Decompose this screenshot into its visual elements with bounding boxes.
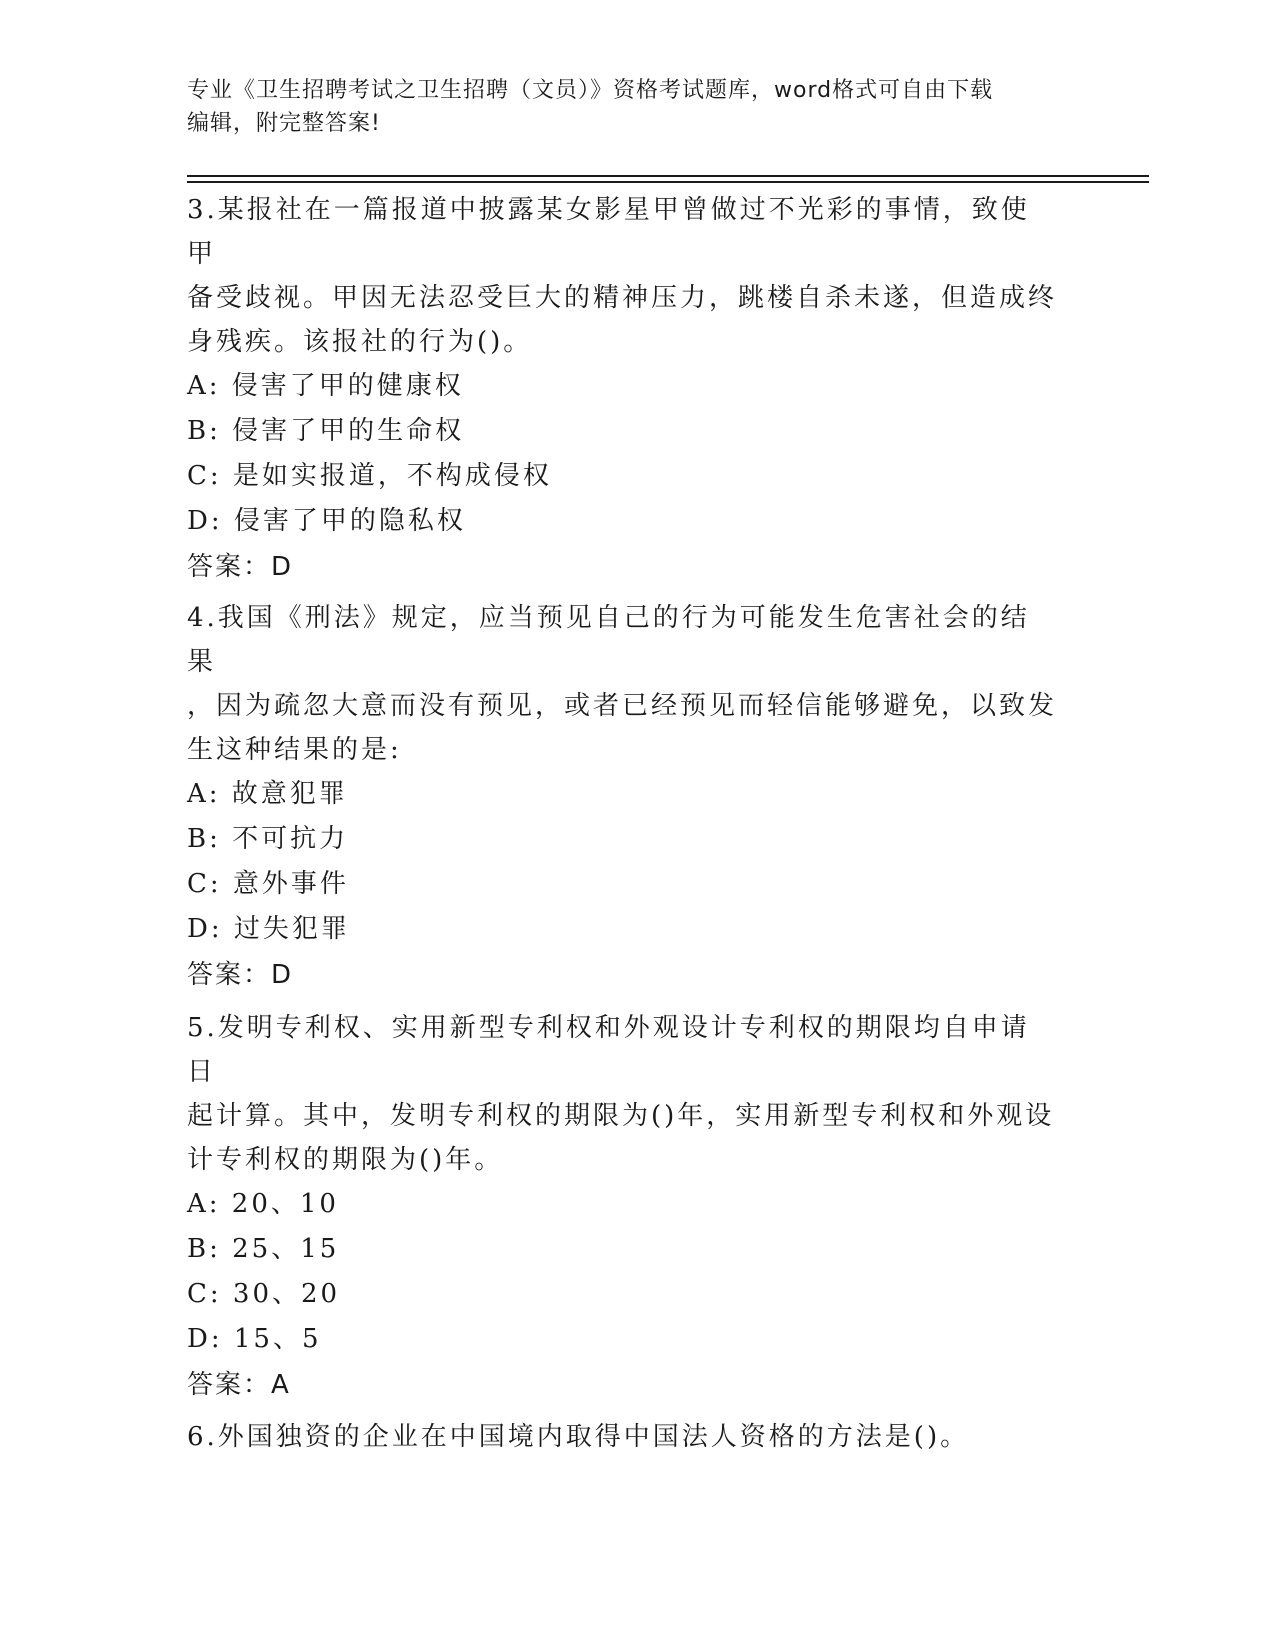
question-4 — [187, 596, 1057, 998]
option-d: D: 过失犯罪 — [187, 914, 350, 944]
option-a: A: 20、10 — [187, 1189, 339, 1219]
option-d: D: 15、5 — [187, 1324, 322, 1354]
question-stem — [187, 1006, 1057, 1182]
question-5 — [187, 1006, 1057, 1408]
question-stem — [187, 1415, 1057, 1459]
stem-line: 备受歧视。甲因无法忍受巨大的精神压力，跳楼自杀未遂，但造成终 — [187, 283, 1058, 313]
header-line-2: 编辑，附完整答案! — [187, 111, 381, 136]
stem-line: 4.我国《刑法》规定，应当预见自己的行为可能发生危害社会的结果 — [187, 603, 1030, 677]
stem-line: 身残疾。该报社的行为()。 — [187, 327, 533, 357]
stem-line: 计专利权的期限为()年。 — [187, 1145, 504, 1175]
option-a: A: 故意犯罪 — [187, 779, 348, 809]
stem-line: ，因为疏忽大意而没有预见，或者已经预见而轻信能够避免，以致发 — [187, 691, 1058, 721]
stem-line: 5.发明专利权、实用新型专利权和外观设计专利权的期限均自申请日 — [187, 1013, 1030, 1087]
option-a: A: 侵害了甲的健康权 — [187, 371, 464, 401]
stem-line: 生这种结果的是: — [187, 735, 402, 765]
stem-line: 起计算。其中，发明专利权的期限为()年，实用新型专利权和外观设 — [187, 1101, 1055, 1131]
question-stem — [187, 188, 1057, 364]
answer-line: 答案：D — [187, 552, 294, 582]
question-6 — [187, 1415, 1057, 1459]
option-b: B: 侵害了甲的生命权 — [187, 416, 465, 446]
option-b: B: 25、15 — [187, 1234, 340, 1264]
option-b: B: 不可抗力 — [187, 824, 349, 854]
option-c: C: 意外事件 — [187, 869, 349, 899]
header-line-1: 专业《卫生招聘考试之卫生招聘（文员）》资格考试题库，word格式可自由下载 — [187, 78, 994, 103]
header-divider-top — [187, 175, 1149, 177]
header-divider-bottom — [187, 181, 1149, 183]
answer-line: 答案：D — [187, 960, 294, 990]
option-c: C: 30、20 — [187, 1279, 341, 1309]
document-header — [187, 74, 1087, 140]
stem-line: 3.某报社在一篇报道中披露某女影星甲曾做过不光彩的事情，致使甲 — [187, 195, 1030, 269]
option-d: D: 侵害了甲的隐私权 — [187, 506, 466, 536]
option-c: C: 是如实报道，不构成侵权 — [187, 461, 552, 491]
question-3 — [187, 188, 1057, 590]
question-stem — [187, 596, 1057, 772]
stem-line: 6.外国独资的企业在中国境内取得中国法人资格的方法是()。 — [187, 1422, 970, 1452]
answer-line: 答案：A — [187, 1370, 291, 1400]
